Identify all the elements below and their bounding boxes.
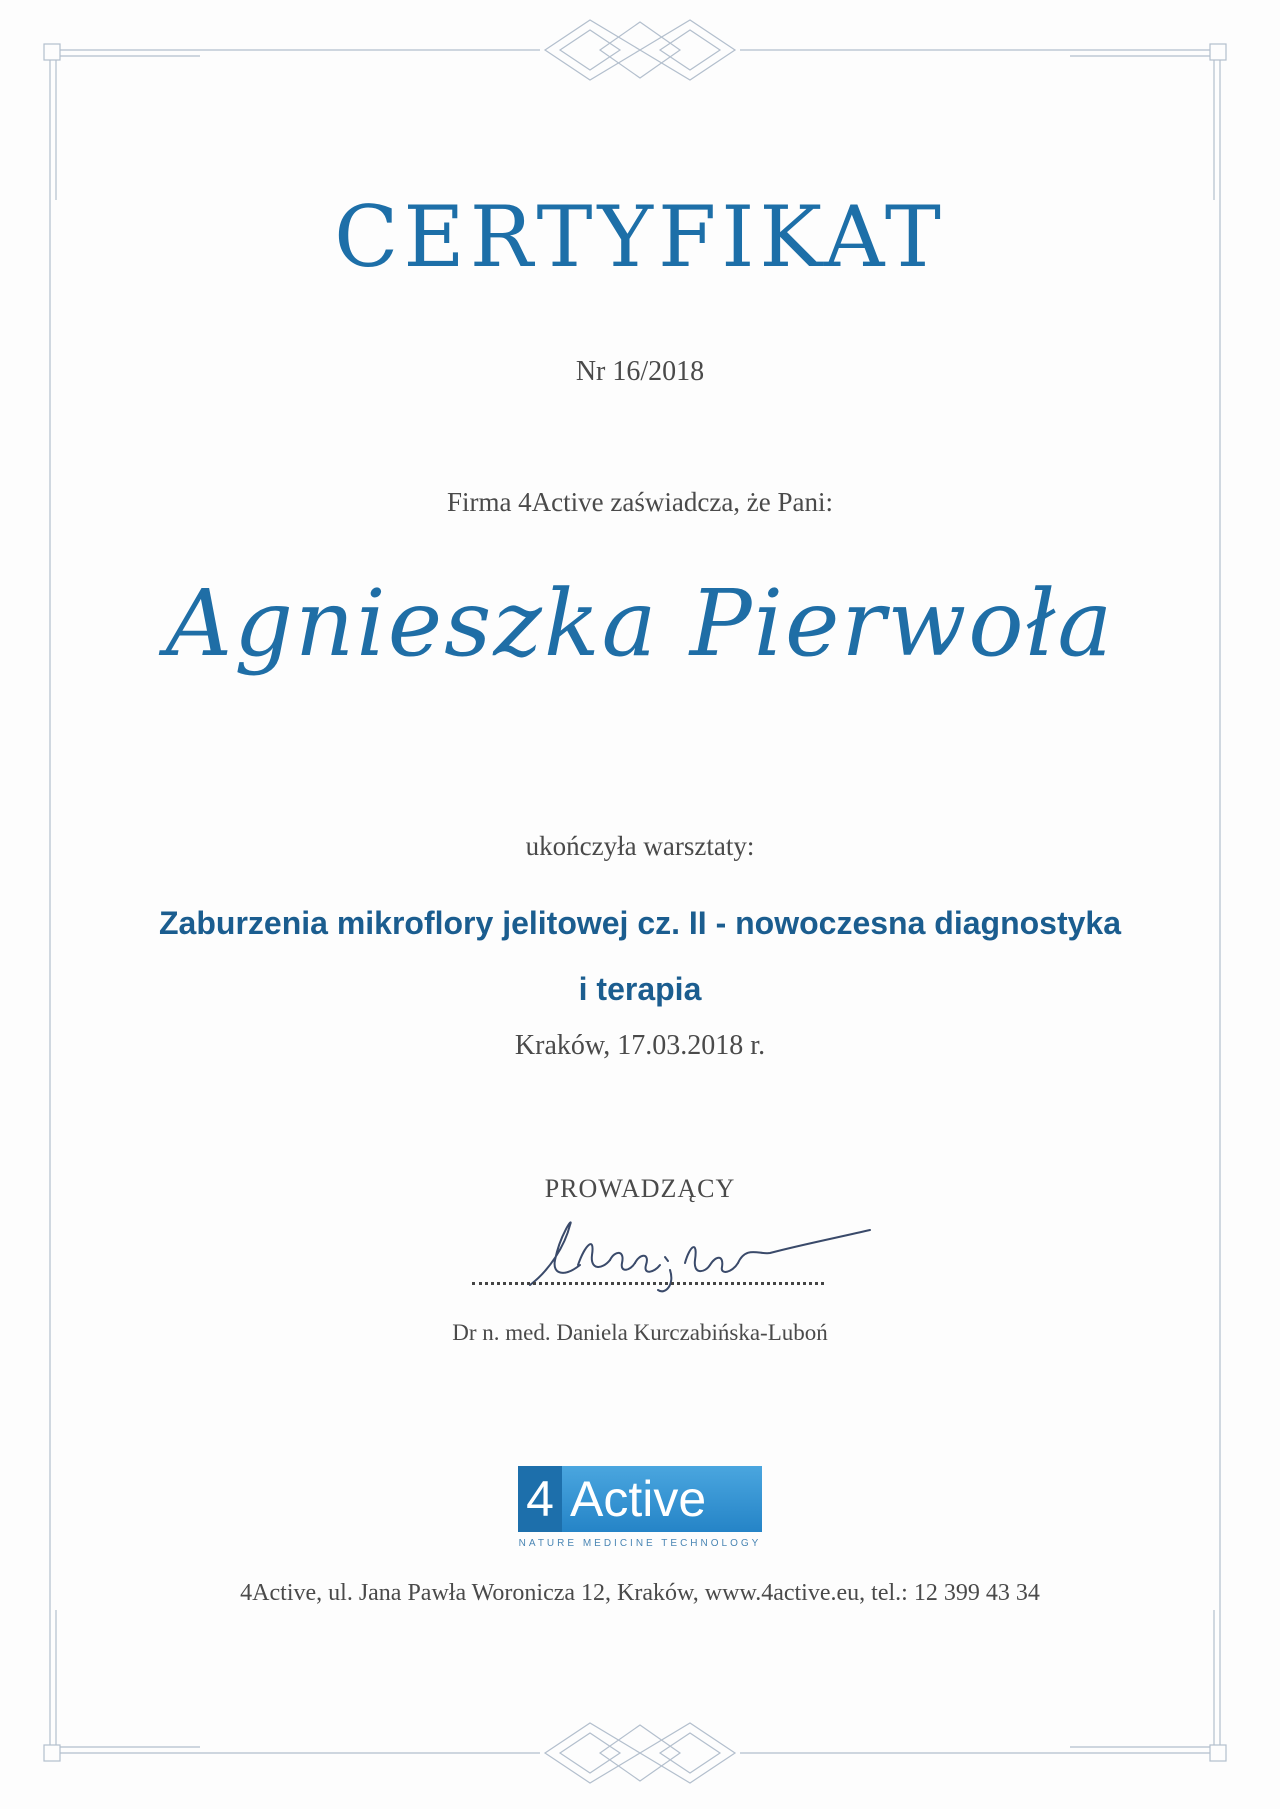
certificate-title: CERTYFIKAT bbox=[334, 188, 946, 286]
place-date: Kraków, 17.03.2018 r. bbox=[514, 1030, 766, 1061]
logo-number: 4 bbox=[518, 1466, 562, 1532]
logo-badge bbox=[518, 1466, 762, 1532]
handwritten-signature bbox=[470, 1215, 930, 1305]
instructor-heading: PROWADZĄCY bbox=[544, 1174, 736, 1203]
course-title bbox=[0, 890, 1280, 1022]
signature-line bbox=[472, 1282, 824, 1285]
certificate-number: Nr 16/2018 bbox=[575, 356, 705, 387]
company-footer: 4Active, ul. Jana Pawła Woronicza 12, Kraków, www.4active.eu, tel.: 12 399 43 34 bbox=[240, 1580, 1040, 1606]
completion-text: ukończyła warsztaty: bbox=[525, 831, 755, 861]
logo-name: Active bbox=[570, 1471, 707, 1527]
company-logo bbox=[518, 1466, 762, 1549]
instructor-name: Dr n. med. Daniela Kurczabińska-Luboń bbox=[452, 1320, 828, 1345]
course-title-line-2: i terapia bbox=[578, 971, 702, 1007]
logo-tagline: NATURE MEDICINE TECHNOLOGY bbox=[518, 1538, 762, 1549]
course-title-line-1: Zaburzenia mikroflory jelitowej cz. II - nowoczesna diagnostyka bbox=[159, 905, 1121, 941]
recipient-name: Agnieszka Pierwoła bbox=[165, 570, 1115, 677]
certificate-intro: Firma 4Active zaświadcza, że Pani: bbox=[446, 487, 834, 517]
